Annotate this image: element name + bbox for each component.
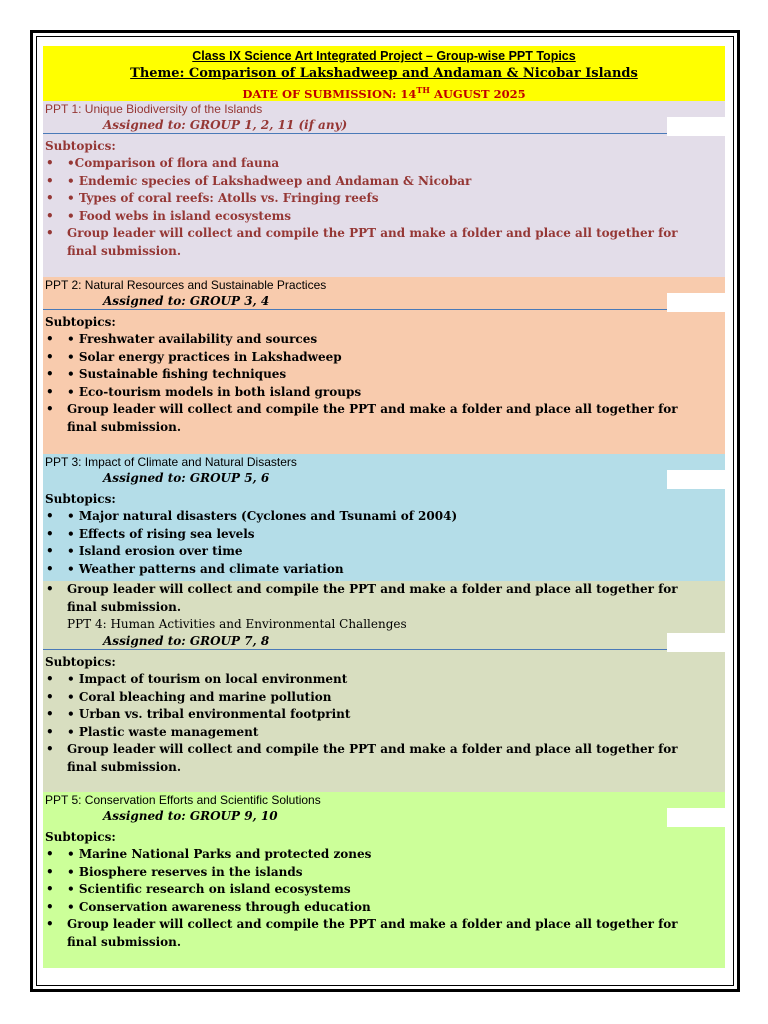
list-item [43, 155, 725, 173]
list-item [43, 706, 725, 724]
divider [43, 133, 667, 134]
list-item [43, 526, 725, 544]
bullet: • [46, 509, 54, 523]
item-text: Group leader will collect and compile the PPT and make a folder and place all together for final submission. [67, 226, 678, 258]
item-text: • Types of coral reefs: Atolls vs. Fringing reefs [67, 191, 379, 205]
item-text: Group leader will collect and compile the PPT and make a folder and place all together for final submission. [67, 402, 678, 434]
ppt1-assigned [43, 117, 725, 134]
item-text: • Endemic species of Lakshadweep and Andaman & Nicobar [67, 173, 472, 188]
item-text: • Food webs in island ecosystems [67, 208, 292, 223]
ppt2-subtopics-label: Subtopics: [45, 315, 116, 329]
bullet: • [46, 899, 54, 914]
item-text: Group leader will collect and compile the PPT and make a folder and place all together for final submission. [67, 917, 678, 949]
document-header [43, 46, 725, 101]
ppt1-subtopics-label: Subtopics: [45, 139, 116, 153]
ppt5-assigned-text: Assigned to: GROUP 9, 10 [103, 809, 278, 823]
date-suffix: AUGUST 2025 [429, 86, 526, 101]
item-text: • Scientific research on island ecosystems [67, 882, 351, 896]
bullet: • [46, 402, 54, 416]
list-item [43, 899, 725, 917]
header-theme: Theme: Comparison of Lakshadweep and Andaman & Nicobar Islands [130, 66, 638, 81]
gap [667, 117, 725, 136]
item-text: • Freshwater availability and sources [67, 332, 318, 346]
item-text: • Sustainable fishing techniques [67, 367, 287, 381]
bullet: • [46, 561, 54, 576]
ppt2-section [43, 277, 725, 454]
bullet: • [46, 332, 54, 346]
item-text: • Urban vs. tribal environmental footprint [67, 707, 351, 721]
ppt5-section [43, 792, 725, 968]
ppt1-assigned-text: Assigned to: GROUP 1, 2, 11 (if any) [103, 118, 348, 132]
bullet: • [46, 917, 54, 931]
ppt4-subtopics-label: Subtopics: [45, 655, 116, 669]
list-item [43, 190, 725, 208]
list-item [43, 384, 725, 402]
list-item [43, 366, 725, 384]
gap [667, 470, 725, 489]
date-prefix: DATE OF SUBMISSION: 14 [242, 86, 417, 101]
item-text: • Biosphere reserves in the islands [67, 864, 303, 879]
ppt5-list [43, 846, 725, 951]
date-sup: TH [416, 85, 430, 95]
gap [667, 633, 725, 652]
list-item [43, 173, 725, 191]
list-item [43, 581, 725, 616]
list-item [43, 225, 725, 260]
item-text: •Comparison of flora and fauna [67, 156, 280, 170]
list-item [43, 561, 725, 579]
ppt4-list [43, 671, 725, 776]
ppt4-assigned [43, 633, 725, 650]
ppt2-title: PPT 2: Natural Resources and Sustainable Practices [45, 278, 327, 292]
ppt3-assigned-text: Assigned to: GROUP 5, 6 [103, 471, 270, 485]
list-item [43, 916, 725, 951]
list-item [43, 349, 725, 367]
bullet: • [46, 173, 54, 188]
list-item [43, 508, 725, 526]
bullet: • [46, 526, 54, 541]
list-item [43, 881, 725, 899]
bullet: • [46, 384, 54, 399]
bullet: • [46, 367, 54, 381]
ppt3-list [43, 508, 725, 578]
ppt5-title: PPT 5: Conservation Efforts and Scientific Solutions [45, 793, 321, 807]
bullet: • [46, 191, 54, 205]
item-text: • Marine National Parks and protected zones [67, 847, 372, 861]
list-item [43, 846, 725, 864]
bullet: • [46, 724, 54, 739]
ppt3-assigned [43, 470, 725, 487]
ppt1-title: PPT 1: Unique Biodiversity of the Islands [45, 102, 263, 116]
gap [667, 808, 725, 827]
ppt2-assigned [43, 293, 725, 310]
ppt2-assigned-text: Assigned to: GROUP 3, 4 [103, 294, 270, 308]
ppt1-section [43, 101, 725, 277]
item-text: • Plastic waste management [67, 724, 259, 739]
list-item [43, 331, 725, 349]
bullet: • [46, 864, 54, 879]
item-text: • Weather patterns and climate variation [67, 561, 344, 576]
item-text: Group leader will collect and compile the PPT and make a folder and place all together for final submission. [67, 582, 678, 614]
header-line1: Class IX Science Art Integrated Project – Group-wise PPT Topics [192, 49, 576, 63]
list-item [43, 864, 725, 882]
ppt5-assigned [43, 808, 725, 825]
bullet: • [46, 582, 54, 596]
bullet: • [46, 544, 54, 558]
ppt1-list [43, 155, 725, 260]
bullet: • [46, 156, 54, 170]
list-item [43, 724, 725, 742]
bullet: • [46, 208, 54, 223]
list-item [43, 671, 725, 689]
bullet: • [46, 882, 54, 896]
list-item [43, 401, 725, 436]
ppt3-subtopics-label: Subtopics: [45, 492, 116, 506]
item-text: • Coral bleaching and marine pollution [67, 689, 332, 704]
item-text: • Solar energy practices in Lakshadweep [67, 349, 342, 364]
item-text: • Impact of tourism on local environment [67, 672, 348, 686]
bullet: • [46, 707, 54, 721]
ppt3-section [43, 454, 725, 581]
gap [667, 293, 725, 312]
list-item [43, 741, 725, 776]
divider [43, 309, 667, 310]
list-item [43, 689, 725, 707]
ppt4-title: PPT 4: Human Activities and Environmental Challenges [67, 617, 407, 631]
bullet: • [46, 847, 54, 861]
ppt4-assigned-text: Assigned to: GROUP 7, 8 [103, 634, 270, 648]
item-text: Group leader will collect and compile the PPT and make a folder and place all together for final submission. [67, 742, 678, 774]
item-text: • Effects of rising sea levels [67, 526, 255, 541]
ppt5-subtopics-label: Subtopics: [45, 830, 116, 844]
bullet: • [46, 349, 54, 364]
ppt3-title: PPT 3: Impact of Climate and Natural Disasters [45, 455, 297, 469]
item-text: • Eco-tourism models in both island groups [67, 384, 362, 399]
bullet: • [46, 689, 54, 704]
item-text: • Conservation awareness through education [67, 899, 371, 914]
item-text: • Major natural disasters (Cyclones and Tsunami of 2004) [67, 509, 458, 523]
ppt3-leader-note [43, 581, 725, 616]
list-item [43, 543, 725, 561]
bullet: • [46, 226, 54, 240]
ppt4-section [43, 581, 725, 792]
item-text: • Island erosion over time [67, 544, 243, 558]
list-item [43, 208, 725, 226]
submission-date [43, 83, 725, 102]
divider [43, 649, 667, 650]
bullet: • [46, 742, 54, 756]
bullet: • [46, 672, 54, 686]
ppt2-list [43, 331, 725, 436]
